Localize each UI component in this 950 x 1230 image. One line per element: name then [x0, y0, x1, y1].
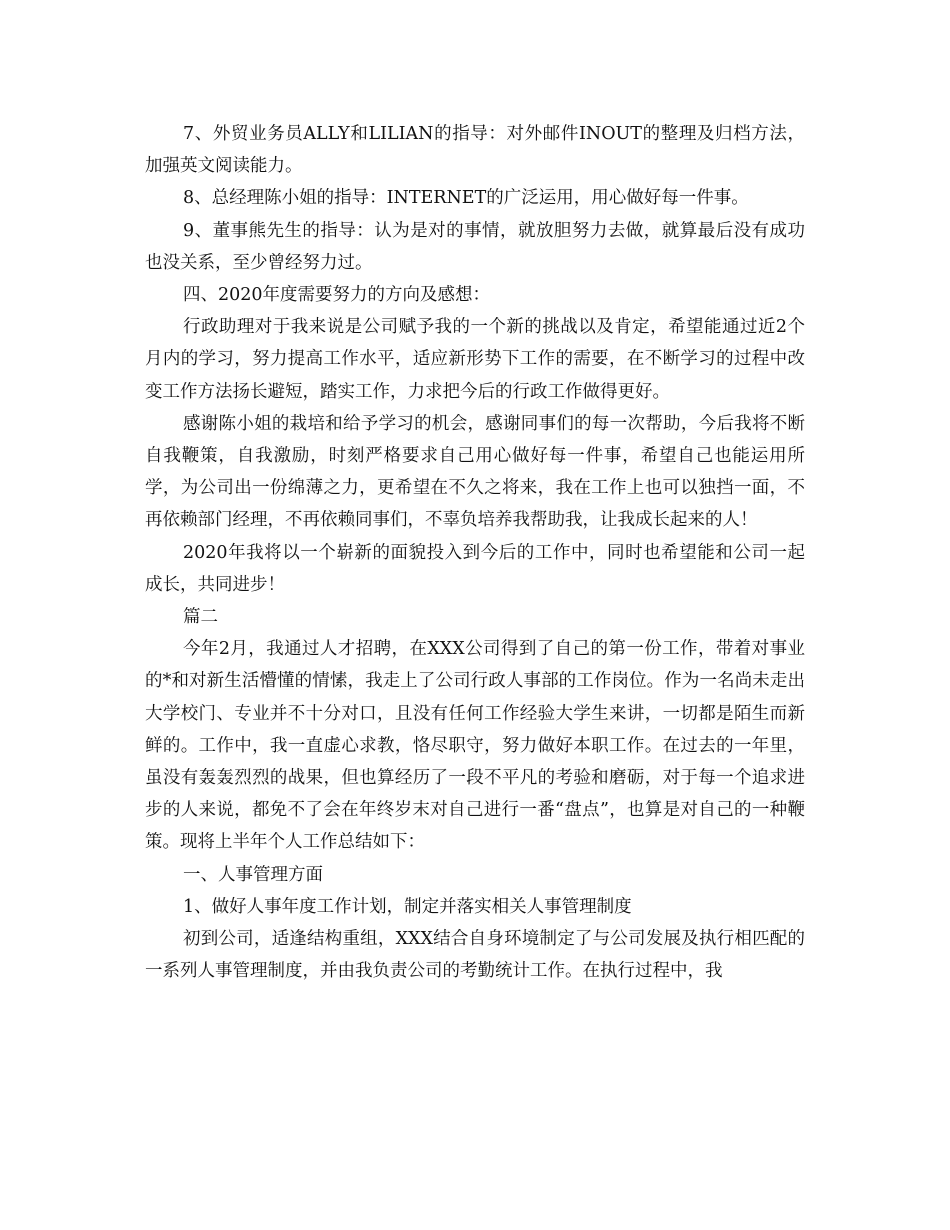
section-heading-four: 四、2020年度需要努力的方向及感想： [183, 285, 491, 306]
paragraph-intro-part-two: 今年2月，我通过人才招聘，在XXX公司得到了自己的第一份工作，带着对事业的*和对新生活懵懂的情愫，我走上了公司行政人事部的工作岗位。作为一名尚未走出大学校门、专业并不十分对口，且没有任何工作经验大学生来讲，一切都是陌生而新鲜的。工作中，我一直虚心求教，恪尽职守，努力做好本职工作。在过去的一年里，虽没有轰轰烈烈的战果，但也算经历了一段不平凡的考验和磨砺，对于每一个追求进步的人来说，都免不了会在年终岁末对自己进行一番“盘点”，也算是对自己的一种鞭策。现将上半年个人工作总结如下： [145, 639, 805, 853]
section-heading-hr-management: 一、人事管理方面 [183, 864, 323, 885]
paragraph-thanks: 感谢陈小姐的栽培和给予学习的机会，感谢同事们的每一次帮助，今后我将不断自我鞭策，自我激励，时刻严格要求自己用心做好每一件事，希望自己也能运用所学，为公司出一份绵薄之力，更希望在不久之将来，我在工作上也可以独挡一面，不再依赖部门经理，不再依赖同事们，不辜负培养我帮助我，让我成长起来的人！ [145, 413, 805, 531]
section-title-part-two: 篇二 [183, 607, 218, 628]
paragraph-2020-outlook: 2020年我将以一个崭新的面貌投入到今后的工作中，同时也希望能和公司一起成长，共同进步！ [145, 542, 805, 595]
paragraph-item-8-guidance: 8、总经理陈小姐的指导：INTERNET的广泛运用，用心做好每一件事。 [183, 188, 749, 209]
paragraph-restructuring: 初到公司，适逢结构重组，XXX结合自身环境制定了与公司发展及执行相匹配的一系列人事管理制度，并由我负责公司的考勤统计工作。在执行过程中，我 [145, 929, 805, 982]
paragraph-item-9-guidance: 9、董事熊先生的指导：认为是对的事情，就放胆努力去做，就算最后没有成功也没关系，至少曾经努力过。 [145, 220, 805, 273]
subheading-hr-plan: 1、做好人事年度工作计划，制定并落实相关人事管理制度 [183, 896, 632, 917]
paragraph-admin-assistant: 行政助理对于我来说是公司赋予我的一个新的挑战以及肯定，希望能通过近2个月内的学习，努力提高工作水平，适应新形势下工作的需要，在不断学习的过程中改变工作方法扬长避短，踏实工作，力求把今后的行政工作做得更好。 [145, 317, 805, 402]
document-body [145, 118, 805, 987]
paragraph-item-7-guidance: 7、外贸业务员ALLY和LILIAN的指导：对外邮件INOUT的整理及归档方法，加强英文阅读能力。 [145, 124, 805, 177]
